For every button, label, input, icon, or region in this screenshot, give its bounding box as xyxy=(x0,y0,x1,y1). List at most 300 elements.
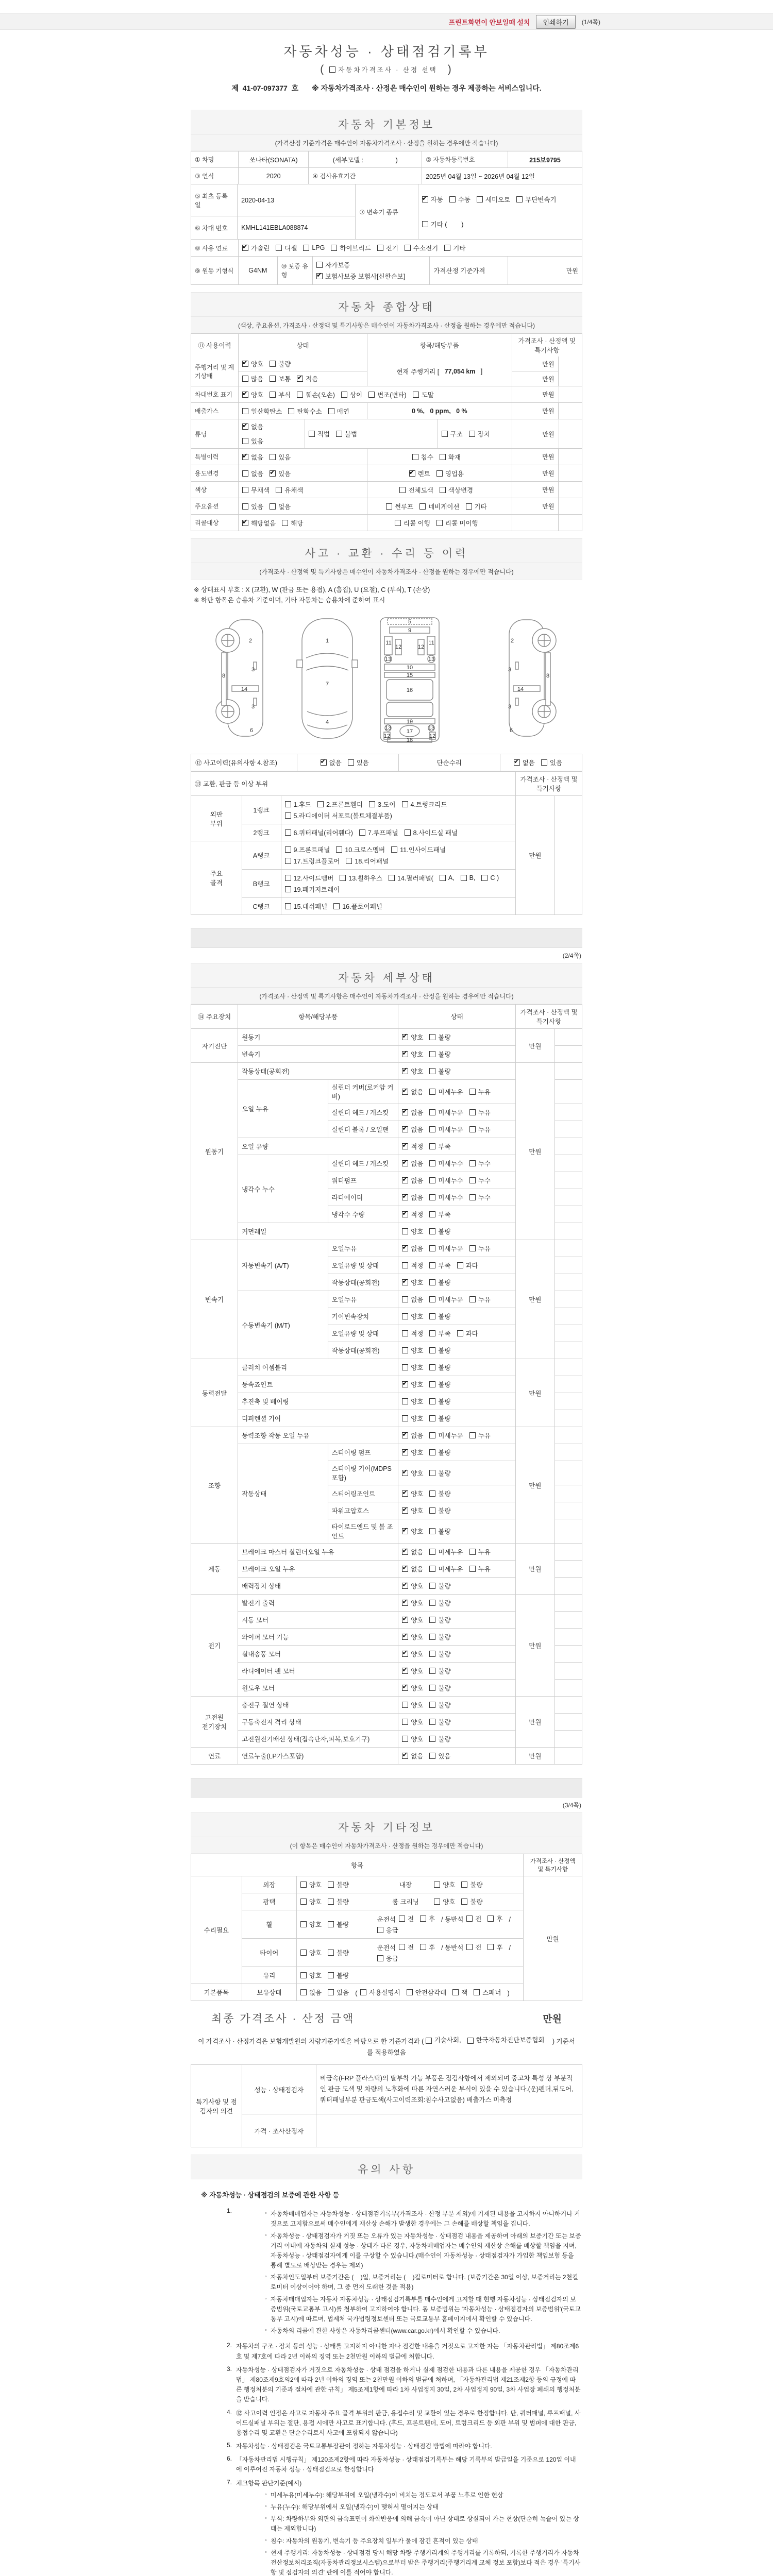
memo-cell xyxy=(554,1485,582,1502)
option xyxy=(242,452,263,462)
memo-cell xyxy=(554,1046,582,1063)
first-reg-value: 2020-04-13 xyxy=(237,184,355,216)
option xyxy=(442,429,463,438)
checkbox-unchecked xyxy=(429,1600,435,1606)
option-label: 없음 xyxy=(411,1089,424,1096)
text-fragment: / xyxy=(509,1944,511,1952)
opinion-row-2 xyxy=(191,2114,582,2147)
bullet-item xyxy=(265,2536,581,2546)
option-label: 적정 xyxy=(411,1143,424,1150)
option xyxy=(429,1159,463,1168)
legend-line-1: ※ 상태표시 부호 : X (교환), W (판금 또는 용접), A (흠집), U (요철), C (부식), T (손상) xyxy=(194,586,430,594)
option-label: 미세누유 xyxy=(438,1126,463,1133)
panel-number: 9 xyxy=(408,628,412,634)
part-label: 작동상태(공회전) xyxy=(328,1274,398,1291)
option xyxy=(429,1142,450,1151)
checkbox-checked xyxy=(402,1245,408,1251)
option xyxy=(316,260,350,269)
memo-cell xyxy=(554,1461,582,1485)
inspector-opinion-table xyxy=(191,2064,582,2147)
panel-number: 3 xyxy=(251,704,255,710)
memo-cell xyxy=(554,1714,582,1731)
overall-state-table xyxy=(191,333,582,531)
checkbox-unchecked xyxy=(466,1944,473,1950)
options-cell xyxy=(398,1206,516,1223)
item-sublabel: 내장 xyxy=(399,1882,412,1889)
option xyxy=(377,1954,398,1963)
document-number-line xyxy=(191,83,582,93)
section-title-cautions: 유의 사항 xyxy=(358,2164,415,2176)
detail-row xyxy=(191,1029,582,1046)
option xyxy=(270,359,291,368)
page-indicator-3: (3/4쪽) xyxy=(562,1802,581,1809)
options-cell xyxy=(398,1578,516,1595)
option-label: 적정 xyxy=(411,1211,424,1218)
option-label: 양호 xyxy=(411,1470,424,1477)
summary-row xyxy=(191,448,582,465)
option-label: 불량 xyxy=(438,1034,451,1041)
price-line: 만원 xyxy=(542,503,554,510)
option-label: 불량 xyxy=(438,1507,451,1515)
option-label: 불량 xyxy=(438,1651,451,1658)
checkbox-unchecked xyxy=(297,392,303,398)
option-label: 기타 xyxy=(453,245,466,252)
part-label: 파워고압호스 xyxy=(328,1502,398,1519)
option xyxy=(402,1380,423,1389)
memo-cell xyxy=(554,1612,582,1629)
option-label: 불량 xyxy=(470,1882,483,1889)
row-fuel xyxy=(191,239,582,256)
option xyxy=(402,1244,423,1253)
vin-value: KMHL141EBLA088874 xyxy=(237,216,355,239)
price-cell: 만원 xyxy=(515,1697,554,1748)
options-cell xyxy=(398,1502,516,1519)
part-label: 워터펌프 xyxy=(328,1172,398,1189)
option xyxy=(429,1244,463,1253)
cautions-block1-items xyxy=(192,2207,581,2576)
option xyxy=(336,429,357,438)
section-detail-state xyxy=(191,963,582,988)
option-label: 양호 xyxy=(411,1034,424,1041)
checkbox-unchecked xyxy=(369,801,375,807)
checkbox-unchecked xyxy=(429,1634,435,1640)
option-label: 네비게이션 xyxy=(428,503,460,511)
mileage-pre: 현재 주행거리 [ xyxy=(396,368,445,376)
memo-cell xyxy=(554,1063,582,1080)
option xyxy=(429,1032,450,1042)
model-year-value: 2020 xyxy=(238,168,308,184)
checkbox-checked xyxy=(402,1634,408,1640)
checkbox-checked xyxy=(402,1051,408,1057)
exchange-repair-label: ⑬ 교환, 판금 등 이상 부위 xyxy=(191,772,516,796)
basic-info-table xyxy=(191,151,582,285)
item-body xyxy=(236,2409,581,2438)
checkbox-checked xyxy=(402,1194,408,1200)
checkbox-unchecked xyxy=(429,1296,435,1302)
statement-pre: 이 가격조사 · 산정가격은 보험개발원의 차량기준가액을 바탕으로 한 기준가격과 ( xyxy=(198,2038,424,2045)
option xyxy=(429,1527,450,1536)
option-label: 불량 xyxy=(438,1364,451,1371)
checkbox-checked xyxy=(402,1126,408,1132)
option-label: 양호 xyxy=(411,1617,424,1624)
option xyxy=(402,1414,423,1423)
option-label: 수소전기 xyxy=(413,245,439,252)
option xyxy=(402,1547,423,1556)
checkbox-unchecked xyxy=(276,487,282,493)
option-label: 양호 xyxy=(411,1051,424,1058)
install-hint-text: 프린트화면이 안보일때 설치 xyxy=(448,18,530,26)
option xyxy=(333,902,382,911)
price-cell: 만원 xyxy=(515,1748,554,1765)
option-label: 미세누유 xyxy=(438,1432,463,1439)
option xyxy=(242,436,263,446)
option-label: 불량 xyxy=(438,1279,451,1286)
checkbox-checked xyxy=(402,1109,408,1115)
checkbox-checked xyxy=(402,1549,408,1555)
option-label: 양호 xyxy=(309,1950,322,1957)
option-label: 없음 xyxy=(278,503,291,511)
bullet-marker: ◦ xyxy=(265,2274,267,2280)
option xyxy=(402,1700,423,1709)
option xyxy=(402,1683,423,1692)
memo-cell xyxy=(558,449,581,465)
state-zone xyxy=(300,1941,519,1964)
options-cell xyxy=(398,1731,516,1748)
option xyxy=(429,1598,450,1607)
price-cell: 만원 xyxy=(515,1029,554,1063)
checkbox-unchecked xyxy=(377,245,383,251)
options-cell xyxy=(300,1970,377,1981)
option xyxy=(429,1683,450,1692)
memo-cell xyxy=(558,357,581,386)
memo-cell xyxy=(554,1519,582,1544)
panel-number: 13 xyxy=(428,656,435,663)
option-label: 없음 xyxy=(411,1160,424,1167)
header-state: 상태 xyxy=(238,334,367,357)
item-label: 배력장치 상태 xyxy=(238,1578,398,1595)
header-usage-history: ⑪ 사용이력 xyxy=(191,334,238,357)
cautions-body xyxy=(191,2179,582,2576)
option-label: 있음 xyxy=(337,1989,349,1996)
options-cell xyxy=(238,403,367,419)
option xyxy=(444,243,465,252)
bullet-item xyxy=(265,2273,581,2292)
bullet-item xyxy=(265,2209,581,2229)
option xyxy=(328,1880,349,1889)
section-title-accident: 사고 · 교환 · 수리 등 이력 xyxy=(305,548,468,560)
notice-item xyxy=(224,2342,581,2361)
option xyxy=(429,1666,450,1675)
option xyxy=(402,1431,423,1440)
part-label: 실린더 커버(로커암 커버) xyxy=(328,1080,398,1104)
option-label: 양호 xyxy=(411,1228,424,1235)
option xyxy=(426,2035,461,2046)
options-cell xyxy=(398,1189,516,1206)
section-accident-history xyxy=(191,538,582,563)
checkbox-unchecked xyxy=(429,1470,435,1476)
top-margin xyxy=(0,0,773,13)
simple-repair-label: 단순수리 xyxy=(398,754,500,771)
section-title-basic: 자동차 기본정보 xyxy=(338,119,435,131)
checkbox-unchecked xyxy=(399,1916,405,1922)
option xyxy=(429,1397,450,1406)
option xyxy=(346,856,389,866)
options-line xyxy=(239,434,305,448)
state-cell xyxy=(238,419,305,448)
checkbox-unchecked xyxy=(429,1245,435,1251)
option xyxy=(242,374,263,383)
option-label: 없음 xyxy=(250,470,264,478)
device-group-label: 자기진단 xyxy=(191,1029,238,1063)
transmission-options xyxy=(418,184,582,239)
reg-number-label: ② 자동차등록번호 xyxy=(422,151,508,167)
checkbox-unchecked xyxy=(461,875,467,881)
option-label: 매연 xyxy=(337,408,349,415)
option xyxy=(328,406,349,416)
option-label: 1.후드 xyxy=(293,801,312,808)
option-label: 적정 xyxy=(411,1330,424,1337)
memo-cell xyxy=(554,1561,582,1578)
car-diagram-wrap xyxy=(191,607,582,754)
option xyxy=(429,1176,463,1185)
option xyxy=(402,1397,423,1406)
options-cell xyxy=(398,1240,516,1257)
option-label: 적정 xyxy=(411,1262,424,1269)
option-label: 없음 xyxy=(411,1177,424,1184)
item-label: 시동 모터 xyxy=(238,1612,398,1629)
options-cell xyxy=(367,449,511,465)
panel-number: 11 xyxy=(428,640,434,646)
panel-number: 3 xyxy=(251,667,255,673)
checkbox-unchecked xyxy=(405,829,411,836)
option xyxy=(242,243,270,252)
option xyxy=(429,1087,463,1096)
option-label: 있음 xyxy=(549,759,563,767)
checkbox-unchecked xyxy=(481,875,488,881)
option-label: 렌트 xyxy=(417,470,430,478)
options-cell xyxy=(398,1080,516,1104)
appraiser-comment xyxy=(316,2114,582,2147)
checkbox-unchecked xyxy=(440,487,446,493)
option xyxy=(369,800,396,809)
rank-label: 2랭크 xyxy=(242,824,281,841)
option-label: 없음 xyxy=(411,1109,424,1116)
checkbox-checked xyxy=(402,1583,408,1589)
option xyxy=(270,390,291,399)
memo-cell xyxy=(554,1376,582,1393)
option-label: 양호 xyxy=(443,1899,456,1906)
checkbox-unchecked xyxy=(469,1177,476,1183)
device-group-label: 원동기 xyxy=(191,1063,238,1240)
options-cell xyxy=(398,1748,516,1765)
option xyxy=(429,1363,450,1372)
options-cell xyxy=(434,1896,519,1907)
option xyxy=(359,828,398,837)
item-number: 2. xyxy=(226,2342,232,2349)
item-body xyxy=(236,2365,581,2405)
checkbox-checked xyxy=(402,1470,408,1476)
checkbox-unchecked xyxy=(429,1177,435,1183)
checkbox-unchecked xyxy=(429,1702,435,1708)
fuel-label: ⑧ 사용 연료 xyxy=(191,240,238,256)
header-detail-price: 가격조사 · 산정액 및 특기사항 xyxy=(515,1005,582,1029)
option xyxy=(514,758,535,767)
option xyxy=(449,195,470,204)
option xyxy=(461,1880,482,1889)
options-cell xyxy=(398,1291,516,1308)
option-label: 미세누유 xyxy=(438,1296,463,1303)
option-label: A, xyxy=(448,874,455,882)
reg-number-value: 215보9795 xyxy=(508,151,582,167)
item-state xyxy=(296,1876,523,1893)
item-label: 작동상태(공회전) xyxy=(238,1063,398,1080)
memo-cell xyxy=(554,796,582,915)
options-cell xyxy=(398,1121,516,1138)
page-separator-2 xyxy=(191,928,582,948)
checkbox-unchecked xyxy=(429,1347,435,1353)
option xyxy=(434,1897,455,1906)
option xyxy=(285,856,340,866)
option-label: 불량 xyxy=(438,1702,451,1709)
option xyxy=(429,1346,450,1355)
checkbox-unchecked xyxy=(474,1989,480,1995)
item-body xyxy=(236,2479,581,2576)
checkbox-unchecked xyxy=(429,1160,435,1166)
checkbox-unchecked xyxy=(402,1347,408,1353)
checkbox-unchecked xyxy=(328,408,334,414)
section-title-detail: 자동차 세부상태 xyxy=(338,972,435,984)
checkbox-unchecked xyxy=(429,1617,435,1623)
options-cell xyxy=(367,515,511,531)
option-label: 2.프론트휀더 xyxy=(326,801,363,808)
checkbox-unchecked xyxy=(461,1882,467,1888)
option xyxy=(276,485,303,495)
memo-cell xyxy=(559,419,582,448)
checkbox-unchecked xyxy=(300,1950,307,1956)
option xyxy=(469,1176,491,1185)
panel-number: 14 xyxy=(517,686,524,692)
option-label: 있음 xyxy=(438,1753,451,1760)
bullet-item xyxy=(265,2514,581,2534)
part-label: 타이로드엔드 및 볼 죠인트 xyxy=(328,1519,398,1544)
option-label: 과다 xyxy=(465,1330,478,1337)
item-label: 광택 xyxy=(242,1893,296,1910)
panel-number: 17 xyxy=(406,728,413,735)
option-label: 장치 xyxy=(477,431,490,438)
item-text: 자동차의 구조 · 장치 등의 성능 · 상태를 고지하지 아니한 자나 점검한 내용을 거짓으로 고지한 자는 「자동차관리법」 제80조제6호 및 제7호에 따라 2년 이하의 징역 또는 2천만원 이하의 벌금에 처합니다. xyxy=(236,2343,579,2360)
options-cell xyxy=(398,1595,516,1612)
rank-options xyxy=(281,824,515,841)
option xyxy=(474,1988,501,1997)
option xyxy=(429,1295,463,1304)
checkbox-checked xyxy=(321,759,327,766)
panel-number: 8 xyxy=(222,673,226,679)
option xyxy=(402,1632,423,1641)
item-label: 브레이크 마스터 실린더오일 누유 xyxy=(238,1544,398,1561)
option xyxy=(300,1948,322,1957)
paren-close: ) xyxy=(447,63,453,75)
option xyxy=(317,800,363,809)
memo-cell xyxy=(554,1427,582,1444)
options-cell xyxy=(398,1663,516,1680)
option xyxy=(309,429,330,438)
print-button[interactable]: 인쇄하기 xyxy=(536,15,575,29)
appraiser-label: 가격 · 조사산정자 xyxy=(242,2114,316,2147)
memo-cell xyxy=(554,1502,582,1519)
memo-cell xyxy=(554,1274,582,1291)
mileage-cell xyxy=(367,357,511,386)
position-options xyxy=(377,1913,519,1936)
bullet-text: 자동차매매업자는 자동차 자동차성능 · 상태점검기록부를 매수인에게 고지할 때 현행 자동차성능 · 상태점검자의 보증범위(국토교통부 고시)를 첨부하여 고지하여야 합니다. 동 보증범위는 '자동차성능 · 상태점검자의 보증범위'(국토교통부 고시)에 따르며, 법제처 국가법령정보센터 또는 국토교통부 홈페이지에서 확인할 수 있습니다. xyxy=(270,2295,581,2323)
option-label: 하이브리드 xyxy=(340,245,371,252)
option-label: 양호 xyxy=(411,1583,424,1590)
part-label: 스티어링조인트 xyxy=(328,1485,398,1502)
option-label: 기타 ( ) xyxy=(430,221,464,228)
price-cell xyxy=(512,482,559,498)
summary-row xyxy=(191,357,582,386)
checkbox-checked xyxy=(402,1490,408,1497)
option-label: 영업용 xyxy=(445,470,464,478)
option xyxy=(242,502,263,511)
rank-options xyxy=(281,898,515,915)
price-cell: 만원 xyxy=(515,1427,554,1544)
option xyxy=(328,1897,349,1906)
option xyxy=(541,758,562,767)
checkbox-unchecked xyxy=(270,361,276,367)
checkbox-unchecked xyxy=(429,1507,435,1514)
legend-line-2: ※ 하단 항목은 승용차 기준이며, 기타 자동차는 승용차에 준하여 표시 xyxy=(194,597,385,604)
mileage-post: ] xyxy=(475,367,483,375)
checkbox-checked xyxy=(402,1034,408,1040)
warranty-type-label: ⑩ 보증 유형 xyxy=(277,257,312,284)
memo-cell xyxy=(554,1172,582,1189)
option xyxy=(429,1547,463,1556)
price-line: 만원 xyxy=(542,408,554,415)
option-label: 해당없음 xyxy=(250,519,276,527)
checkbox-unchecked xyxy=(469,1296,476,1302)
option-label: 미세누유 xyxy=(438,1549,463,1556)
option-label: 누유 xyxy=(478,1566,491,1573)
checkbox-unchecked xyxy=(429,1211,435,1217)
item-label: 발전기 출력 xyxy=(238,1595,398,1612)
checkbox-unchecked xyxy=(300,1899,307,1905)
options-cell xyxy=(398,1274,516,1291)
item-number: 7. xyxy=(226,2478,232,2486)
checkbox-unchecked xyxy=(402,1262,408,1268)
option xyxy=(429,1468,450,1478)
checkbox-unchecked xyxy=(429,1279,435,1285)
options-cell xyxy=(398,1544,516,1561)
checkbox-unchecked xyxy=(449,196,456,202)
option-label: 부족 xyxy=(438,1262,451,1269)
option-label: 세미오토 xyxy=(485,196,511,204)
option xyxy=(402,1489,423,1498)
option xyxy=(469,1564,491,1573)
option-label: 많음 xyxy=(250,376,264,383)
option xyxy=(402,1564,423,1573)
bullet-marker: ◦ xyxy=(265,2491,267,2498)
option xyxy=(457,1261,478,1270)
part-label: 실린더 블록 / 오일팬 xyxy=(328,1121,398,1138)
bullet-text: 침수: 자동차의 원동기, 변속기 등 주요장치 일부가 물에 잠긴 흔적이 있는 상태 xyxy=(270,2537,478,2545)
options-cell xyxy=(398,1063,516,1080)
checkbox-unchecked xyxy=(270,503,276,510)
price-line: 만원 xyxy=(542,360,554,368)
item-label: 충전구 절연 상태 xyxy=(238,1697,398,1714)
section-note-basic: (가격산정 기준가격은 매수인이 자동차가격조사 · 산정을 원하는 경우에만 적습니다) xyxy=(191,134,582,151)
checkbox-unchecked xyxy=(429,1034,435,1040)
checkbox-unchecked xyxy=(300,1921,307,1927)
